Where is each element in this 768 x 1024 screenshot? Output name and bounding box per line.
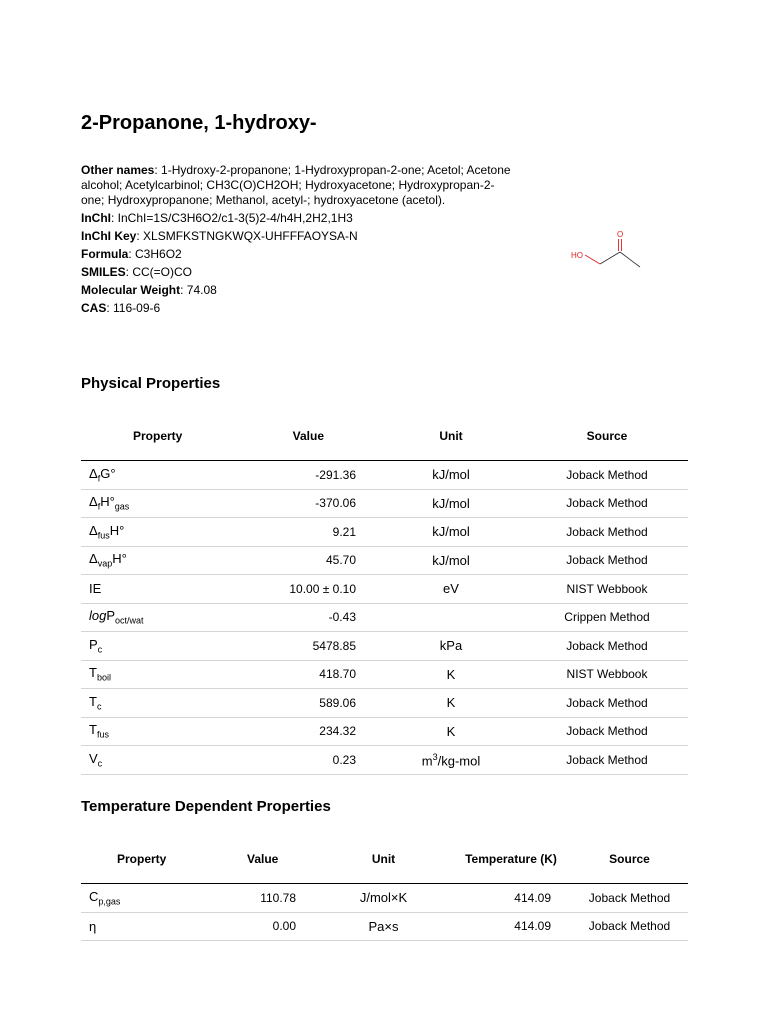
source-cell: Joback Method: [526, 489, 688, 518]
temperature-properties-table: [81, 835, 688, 941]
unit-rest: /kg-mol: [437, 752, 481, 768]
unit-cell: [376, 603, 526, 632]
other-names-value: 1-Hydroxy-2-propanone; 1-Hydroxypropan-2-one; Acetol; Acetone alcohol; Acetylcarbinol; CH3C(O)CH2OH; Hydroxyacetone; Hydroxypropan-2-one; Hydroxypropanone; Methanol, acetyl-; hydroxyacetone (acetol).: [81, 163, 511, 207]
property-subscript: c: [97, 758, 103, 769]
physical-properties-heading: Physical Properties: [81, 375, 221, 392]
property-cell: [81, 660, 231, 689]
source-cell: Joback Method: [526, 518, 688, 547]
property-main: H°: [109, 522, 125, 538]
mw-label: Molecular Weight: [81, 283, 181, 297]
property-symbol: Δ: [89, 494, 98, 510]
property-cell: [81, 912, 181, 941]
unit-cell: [376, 518, 526, 547]
table-header-row: [81, 412, 688, 461]
carbonyl-oxygen-label: O: [617, 230, 624, 239]
col-source: Source: [526, 412, 688, 461]
property-cell: [81, 489, 231, 518]
source-cell: NIST Webbook: [526, 575, 688, 604]
property-cell: [81, 689, 231, 718]
unit-main: K: [446, 723, 456, 739]
source-cell: Joback Method: [571, 912, 688, 941]
value-cell: 0.00: [181, 912, 316, 941]
table-row: [81, 546, 688, 575]
unit-cell: [376, 717, 526, 746]
source-cell: Joback Method: [526, 746, 688, 775]
bond-c2-c3: [620, 252, 640, 267]
table-row: [81, 575, 688, 604]
unit-main: K: [446, 695, 456, 711]
temperature-cell: 414.09: [451, 884, 571, 913]
inchi-label: InChI: [81, 211, 111, 225]
value-cell: 110.78: [181, 884, 316, 913]
property-main: H°: [100, 494, 115, 510]
table-row: [81, 518, 688, 547]
property-cell: [81, 575, 231, 604]
table-row: [81, 912, 688, 941]
source-cell: Joback Method: [526, 546, 688, 575]
property-main: T: [89, 722, 97, 738]
col-unit: Unit: [376, 412, 526, 461]
value-cell: 9.21: [231, 518, 376, 547]
smiles-label: SMILES: [81, 265, 126, 279]
property-cell: [81, 461, 231, 490]
cas-label: CAS: [81, 301, 107, 315]
source-cell: Joback Method: [526, 461, 688, 490]
table-row: [81, 746, 688, 775]
unit-main: kJ/mol: [432, 524, 470, 540]
value-cell: -0.43: [231, 603, 376, 632]
col-value: Value: [181, 835, 316, 884]
property-subscript: gas: [114, 502, 130, 513]
page-title: 2-Propanone, 1-hydroxy-: [81, 112, 317, 134]
table-row: [81, 489, 688, 518]
property-main: H°: [112, 551, 127, 567]
table-row: [81, 689, 688, 718]
inchi-line: InChI: InChI=1S/C3H6O2/c1-3(5)2-4/h4H,2H2,1H3: [81, 211, 353, 225]
inchi-value: InChI=1S/C3H6O2/c1-3(5)2-4/h4H,2H2,1H3: [117, 211, 353, 225]
property-cell: [81, 746, 231, 775]
property-subscript: vap: [97, 559, 113, 570]
col-temperature: Temperature (K): [451, 835, 571, 884]
value-cell: 5478.85: [231, 632, 376, 661]
table-row: [81, 884, 688, 913]
unit-cell: [376, 575, 526, 604]
property-subscript: f: [97, 473, 101, 484]
value-cell: 0.23: [231, 746, 376, 775]
property-subscript: p,gas: [98, 896, 121, 907]
table-header-row: [81, 835, 688, 884]
value-cell: 418.70: [231, 660, 376, 689]
unit-main: kJ/mol: [432, 495, 470, 511]
property-cell: [81, 884, 181, 913]
unit-main: m: [421, 752, 433, 768]
property-subscript: boil: [96, 673, 111, 684]
property-main: C: [89, 888, 99, 904]
property-main: P: [89, 636, 98, 652]
unit-cell: [376, 660, 526, 689]
unit-cell: [376, 546, 526, 575]
source-cell: Joback Method: [526, 689, 688, 718]
table-row: [81, 603, 688, 632]
unit-cell: [376, 632, 526, 661]
table-row: [81, 461, 688, 490]
property-main: T: [89, 665, 97, 681]
unit-main: kJ/mol: [432, 552, 470, 568]
source-cell: Joback Method: [526, 717, 688, 746]
source-cell: Joback Method: [526, 632, 688, 661]
mw-value: 74.08: [186, 283, 217, 297]
mw-line: Molecular Weight: 74.08: [81, 283, 217, 297]
unit-superscript: 3: [432, 751, 438, 762]
temperature-cell: 414.09: [451, 912, 571, 941]
property-italic: log: [89, 608, 107, 624]
value-cell: -291.36: [231, 461, 376, 490]
col-value: Value: [231, 412, 376, 461]
property-cell: [81, 546, 231, 575]
unit-main: kPa: [439, 638, 463, 654]
molecule-structure-image: [560, 220, 660, 280]
value-cell: -370.06: [231, 489, 376, 518]
unit-cell: [376, 461, 526, 490]
formula-line: Formula: C3H6O2: [81, 247, 182, 261]
table-row: [81, 632, 688, 661]
inchikey-line: InChI Key: XLSMFKSTNGKWQX-UHFFFAOYSA-N: [81, 229, 358, 243]
property-cell: [81, 518, 231, 547]
bond-ho-c1: [585, 255, 600, 264]
property-subscript: fus: [97, 530, 110, 541]
property-symbol: Δ: [89, 522, 98, 538]
compound-info: [81, 163, 511, 319]
property-cell: [81, 717, 231, 746]
unit-cell: [376, 746, 526, 775]
property-cell: [81, 632, 231, 661]
unit-cell: [376, 489, 526, 518]
property-subscript: oct/wat: [115, 616, 144, 627]
value-cell: 45.70: [231, 546, 376, 575]
value-cell: 589.06: [231, 689, 376, 718]
property-subscript: fus: [96, 730, 109, 741]
temperature-properties-heading: Temperature Dependent Properties: [81, 798, 331, 815]
unit-cell: Pa×s: [316, 912, 451, 941]
property-main: V: [89, 750, 98, 766]
smiles-value: CC(=O)CO: [132, 265, 193, 279]
property-subscript: c: [96, 701, 102, 712]
unit-cell: [376, 689, 526, 718]
property-main: IE: [89, 581, 102, 597]
property-cell: [81, 603, 231, 632]
col-property: Property: [81, 835, 181, 884]
property-symbol: Δ: [89, 465, 98, 481]
col-unit: Unit: [316, 835, 451, 884]
property-main: G°: [100, 465, 116, 481]
table-row: [81, 717, 688, 746]
hydroxyl-label: HO: [571, 251, 583, 260]
property-symbol: Δ: [89, 551, 98, 567]
property-main: η: [89, 918, 97, 934]
inchikey-label: InChI Key: [81, 229, 137, 243]
smiles-line: SMILES: CC(=O)CO: [81, 265, 193, 279]
property-subscript: f: [97, 502, 101, 513]
bond-c1-c2: [600, 252, 620, 264]
unit-main: kJ/mol: [432, 467, 470, 483]
property-main: T: [89, 693, 97, 709]
property-subscript: c: [97, 644, 103, 655]
source-cell: Joback Method: [571, 884, 688, 913]
unit-main: eV: [443, 581, 459, 597]
formula-label: Formula: [81, 247, 129, 261]
cas-value: 116-09-6: [113, 301, 161, 315]
other-names-label: Other names: [81, 163, 155, 177]
table-row: [81, 660, 688, 689]
unit-main: K: [446, 666, 456, 682]
physical-properties-table: [81, 412, 688, 775]
inchikey-value: XLSMFKSTNGKWQX-UHFFFAOYSA-N: [143, 229, 358, 243]
cas-line: CAS: 116-09-6: [81, 301, 161, 315]
value-cell: 10.00 ± 0.10: [231, 575, 376, 604]
col-source: Source: [571, 835, 688, 884]
formula-value: C3H6O2: [135, 247, 182, 261]
value-cell: 234.32: [231, 717, 376, 746]
source-cell: Crippen Method: [526, 603, 688, 632]
unit-cell: J/mol×K: [316, 884, 451, 913]
property-main: P: [106, 608, 116, 624]
col-property: Property: [81, 412, 231, 461]
source-cell: NIST Webbook: [526, 660, 688, 689]
other-names-line: Other names: 1-Hydroxy-2-propanone; 1-Hydroxypropan-2-one; Acetol; Acetone alcohol; Acetylcarbinol; CH3C(O)CH2OH; Hydroxyacetone; Hydroxypropan-2-one; Hydroxypropanone; Methanol, acetyl-; hydroxyacetone (acetol).: [81, 163, 511, 207]
